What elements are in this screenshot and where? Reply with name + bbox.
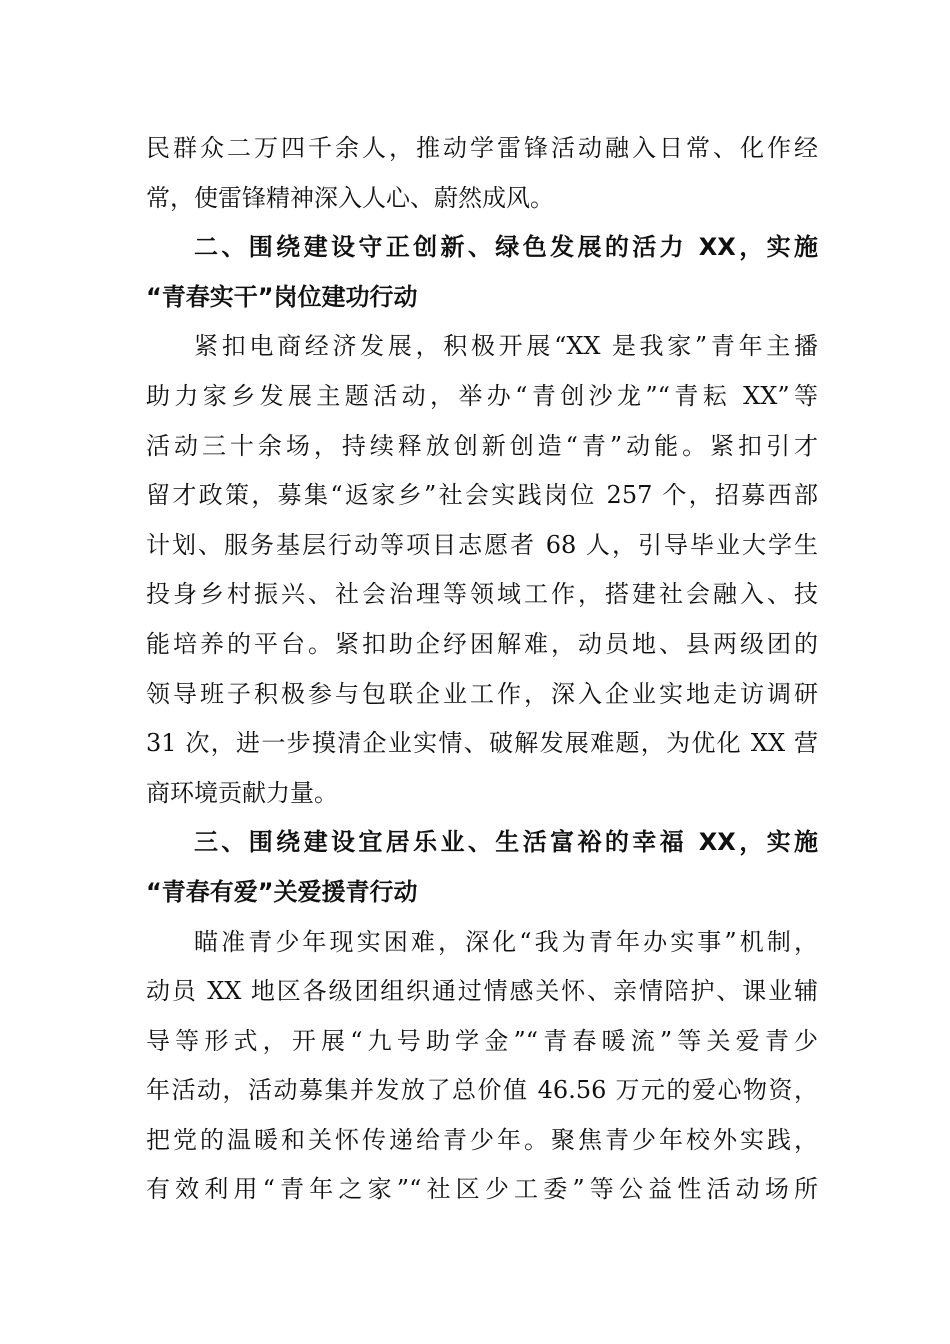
paragraph-continuation bbox=[146, 124, 818, 223]
heading-line: “青春有爱”关爱援青行动 bbox=[146, 877, 418, 906]
text-line: 31 次，进一步摸清企业实情、破解发展难题，为优化 XX 营 bbox=[146, 729, 818, 758]
text-line: 投身乡村振兴、社会治理等领域工作，搭建社会融入、技 bbox=[146, 580, 818, 609]
text-line: 常，使雷锋精神深入人心、蔚然成风。 bbox=[146, 183, 554, 212]
text-line: 导等形式，开展“九号助学金”“青春暖流”等关爱青少 bbox=[146, 1026, 818, 1055]
text-line: 能培养的平台。紧扣助企纾困解难，动员地、县两级团的 bbox=[146, 629, 818, 658]
text-line: 助力家乡发展主题活动，举办“青创沙龙”“青耘 XX”等 bbox=[146, 381, 818, 410]
section-3-paragraph bbox=[146, 918, 818, 1216]
document-body bbox=[146, 124, 818, 1215]
text-line: 留才政策，募集“返家乡”社会实践岗位 257 个，招募西部 bbox=[146, 481, 818, 510]
section-2-paragraph bbox=[146, 322, 818, 818]
text-line: 瞄准青少年现实困难，深化“我为青年办实事”机制， bbox=[194, 927, 818, 956]
text-line: 紧扣电商经济发展，积极开展“XX 是我家”青年主播 bbox=[194, 332, 818, 361]
section-2 bbox=[146, 223, 818, 818]
heading-line: “青春实干”岗位建功行动 bbox=[146, 282, 418, 311]
text-line: 商环境贡献力量。 bbox=[146, 778, 338, 807]
text-line: 年活动，活动募集并发放了总价值 46.56 万元的爱心物资， bbox=[146, 1076, 818, 1105]
heading-line: 三、围绕建设宜居乐业、生活富裕的幸福 XX，实施 bbox=[194, 828, 818, 857]
section-2-heading bbox=[146, 223, 818, 322]
text-line: 有效利用“青年之家”“社区少工委”等公益性活动场所 bbox=[146, 1175, 818, 1204]
text-line: 领导班子积极参与包联企业工作，深入企业实地走访调研 bbox=[146, 679, 818, 708]
section-3 bbox=[146, 818, 818, 1215]
text-line: 活动三十余场，持续释放创新创造“青”动能。紧扣引才 bbox=[146, 431, 818, 460]
text-line: 动员 XX 地区各级团组织通过情感关怀、亲情陪护、课业辅 bbox=[146, 977, 818, 1006]
text-line: 民群众二万四千余人，推动学雷锋活动融入日常、化作经 bbox=[146, 134, 818, 162]
text-line: 计划、服务基层行动等项目志愿者 68 人，引导毕业大学生 bbox=[146, 530, 818, 559]
heading-line: 二、围绕建设守正创新、绿色发展的活力 XX，实施 bbox=[194, 233, 818, 262]
section-3-heading bbox=[146, 818, 818, 917]
text-line: 把党的温暖和关怀传递给青少年。聚焦青少年校外实践， bbox=[146, 1125, 818, 1154]
